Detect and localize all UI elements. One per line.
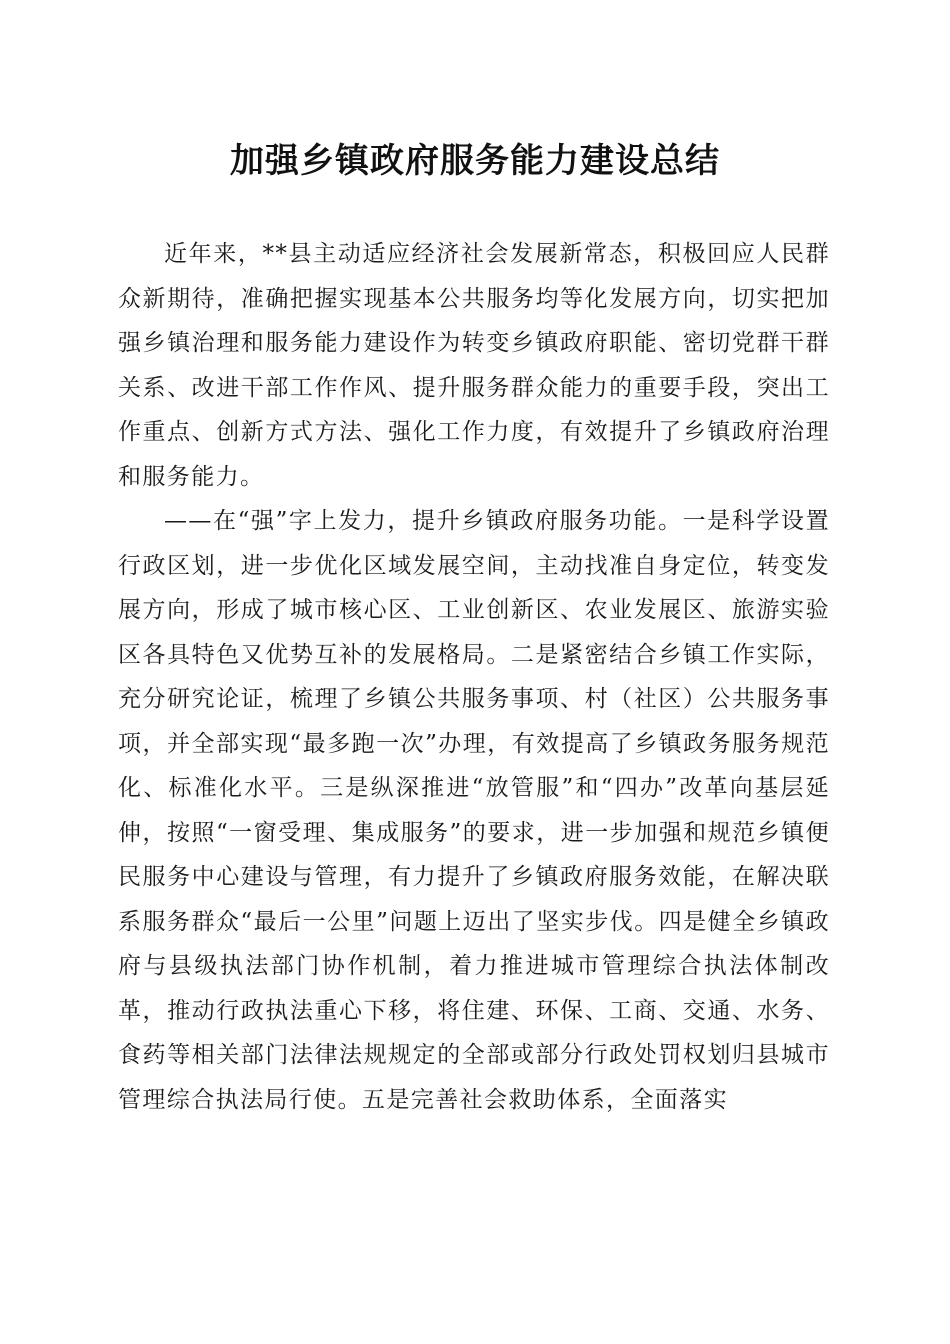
document-title: 加强乡镇政府服务能力建设总结 [230,141,720,181]
paragraph-intro: 近年来，**县主动适应经济社会发展新常态，积极回应人民群众新期待，准确把握实现基本公共服务均等化发展方向，切实把加强乡镇治理和服务能力建设作为转变乡镇政府职能、密切党群干群关系、改进干部工作作风、提升服务群众能力的重要手段，突出工作重点、创新方式方法、强化工作力度，有效提升了乡镇政府治理和服务能力。 [118,241,830,490]
paragraph-service-function: ——在“强”字上发力，提升乡镇政府服务功能。一是科学设置行政区划，进一步优化区域发展空间，主动找准自身定位，转变发展方向，形成了城市核心区、工业创新区、农业发展区、旅游实验区各具特色又优势互补的发展格局。二是紧密结合乡镇工作实际，充分研究论证，梳理了乡镇公共服务事项、村（社区）公共服务事项，并全部实现“最多跑一次”办理，有效提高了乡镇政务服务规范化、标准化水平。三是纵深推进“放管服”和“四办”改革向基层延伸，按照“一窗受理、集成服务”的要求，进一步加强和规范乡镇便民服务中心建设与管理，有力提升了乡镇政府服务效能，在解决联系服务群众“最后一公里”问题上迈出了坚实步伐。四是健全乡镇政府与县级执法部门协作机制，着力推进城市管理综合执法体制改革，推动行政执法重心下移，将住建、环保、工商、交通、水务、食药等相关部门法律法规规定的全部或部分行政处罚权划归县城市管理综合执法局行使。五是完善社会救助体系，全面落实 [118,508,830,1113]
document-body [118,232,830,1122]
